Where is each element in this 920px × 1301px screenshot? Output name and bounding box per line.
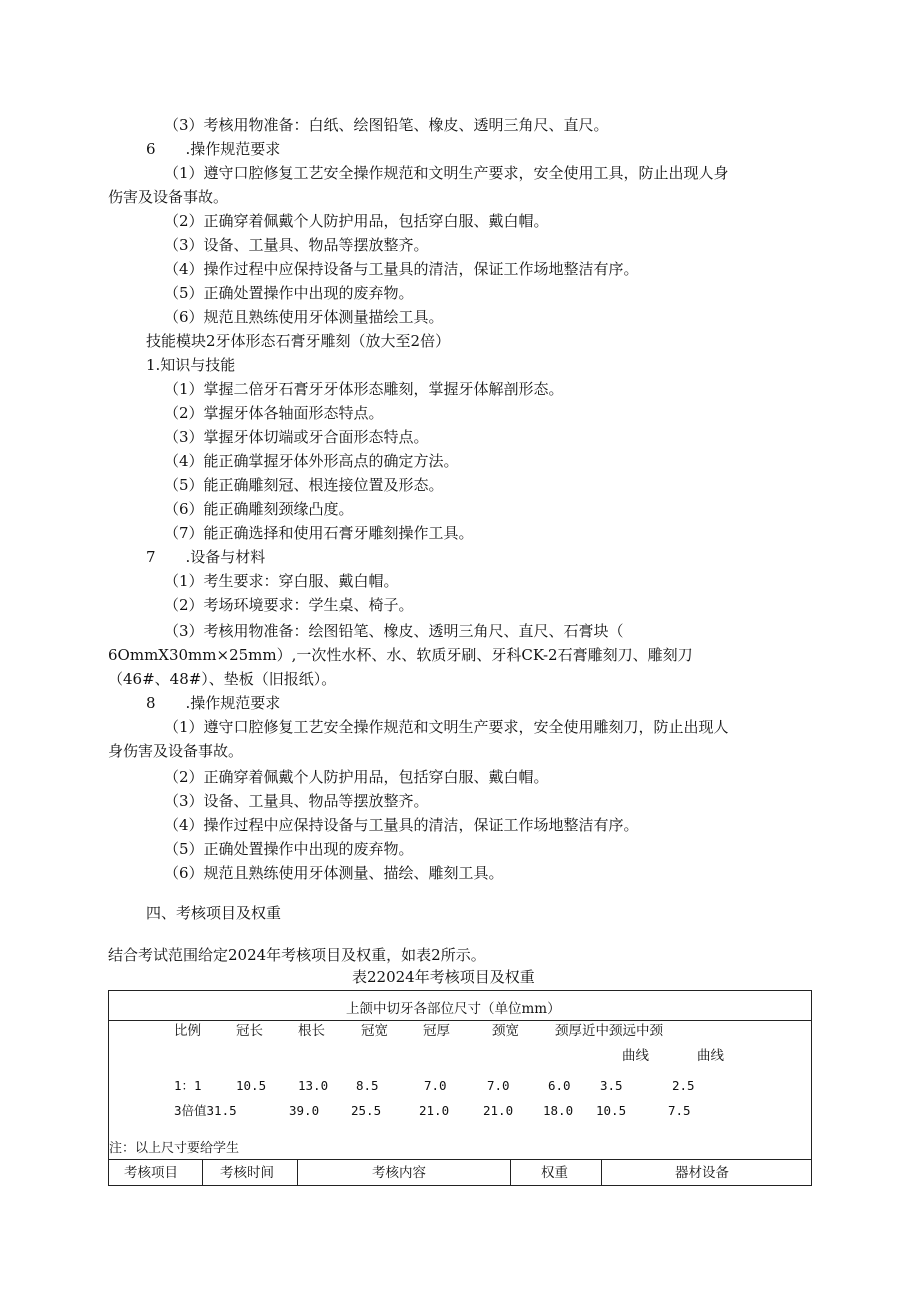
text-line: （3）考核用物准备：白纸、绘图铅笔、橡皮、透明三角尺、直尺。: [164, 116, 609, 134]
table-header: 颈宽: [492, 1023, 519, 1039]
table-divider: [108, 1020, 812, 1021]
table-divider: [297, 1159, 298, 1186]
table-cell: 7.5: [668, 1103, 691, 1118]
text-line: 伤害及设备事故。: [108, 188, 229, 206]
table-divider: [510, 1159, 511, 1186]
table-header: 冠宽: [361, 1023, 388, 1039]
table-cell: 6.0: [548, 1078, 571, 1093]
section-heading: 7 .设备与材料: [146, 548, 266, 566]
table-header: 根长: [298, 1023, 325, 1039]
text-line: 身伤害及设备事故。: [108, 742, 244, 760]
table-cell: 2.5: [672, 1078, 695, 1093]
text-line: （6）规范且熟练使用牙体测量、描绘、雕刻工具。: [164, 864, 504, 882]
table-divider: [108, 1159, 812, 1160]
table-divider: [202, 1159, 203, 1186]
table-note: 注：以上尺寸要给学生: [109, 1141, 240, 1156]
table-header: 考核时间: [220, 1165, 274, 1181]
text-line: （4）能正确掌握牙体外形高点的确定方法。: [164, 452, 459, 470]
text-line: （3）设备、工量具、物品等摆放整齐。: [164, 236, 429, 254]
section-heading: 1.知识与技能: [146, 356, 236, 374]
table-caption: 表22024年考核项目及权重: [352, 968, 535, 986]
text-line: （7）能正确选择和使用石膏牙雕刻操作工具。: [164, 524, 474, 542]
table-cell: 8.5: [356, 1078, 379, 1093]
text-line: 6OmmX30mm×25mm）,一次性水杯、水、软质牙刷、牙科CK-2石膏雕刻刀、雕刻刀: [108, 646, 693, 664]
module-heading: 技能模块2牙体形态石膏牙雕刻（放大至2倍）: [146, 332, 451, 350]
text-line: （5）正确处置操作中出现的废弃物。: [164, 284, 414, 302]
table-cell: 10.5: [596, 1103, 627, 1118]
table-cell: 10.5: [236, 1078, 267, 1093]
table-header: 颈厚近中颈远中颈: [555, 1023, 663, 1039]
text-line: （6）能正确雕刻颈缘凸度。: [164, 500, 354, 518]
table-cell: 13.0: [298, 1078, 329, 1093]
text-line: （4）操作过程中应保持设备与工量具的清洁，保证工作场地整洁有序。: [164, 260, 639, 278]
text-line: （6）规范且熟练使用牙体测量描绘工具。: [164, 308, 444, 326]
text-line: （2）掌握牙体各轴面形态特点。: [164, 404, 384, 422]
table-header: 冠厚: [423, 1023, 450, 1039]
text-line: （1）考生要求：穿白服、戴白帽。: [164, 572, 399, 590]
text-line: （5）正确处置操作中出现的废弃物。: [164, 840, 414, 858]
table-header: 曲线: [622, 1048, 649, 1064]
table-divider: [601, 1159, 602, 1186]
table-cell: 18.0: [543, 1103, 574, 1118]
table-header: 冠长: [236, 1023, 263, 1039]
text-line: （5）能正确雕刻冠、根连接位置及形态。: [164, 476, 444, 494]
text-line: （2）考场环境要求：学生桌、椅子。: [164, 596, 414, 614]
text-line: （3）考核用物准备：绘图铅笔、橡皮、透明三角尺、直尺、石膏块（: [164, 622, 624, 640]
text-line: 结合考试范围给定2024年考核项目及权重，如表2所示。: [108, 946, 486, 964]
text-line: （1）遵守口腔修复工艺安全操作规范和文明生产要求，安全使用工具，防止出现人身: [164, 164, 729, 182]
table-header: 曲线: [697, 1048, 724, 1064]
table-cell: 21.0: [419, 1103, 450, 1118]
table-title: 上颌中切牙各部位尺寸（单位mm）: [346, 1001, 561, 1017]
table-cell: 1：1: [174, 1078, 202, 1093]
text-line: （2）正确穿着佩戴个人防护用品，包括穿白服、戴白帽。: [164, 212, 549, 230]
table-header: 权重: [541, 1165, 568, 1181]
table-cell: 21.0: [483, 1103, 514, 1118]
section-heading: 6 .操作规范要求: [146, 140, 281, 158]
section-heading: 8 .操作规范要求: [146, 694, 281, 712]
table-header: 考核内容: [372, 1165, 426, 1181]
table-cell: 7.0: [487, 1078, 510, 1093]
table-cell: 7.0: [424, 1078, 447, 1093]
table-header: 比例: [174, 1023, 201, 1039]
text-line: （4）操作过程中应保持设备与工量具的清洁，保证工作场地整洁有序。: [164, 816, 639, 834]
text-line: （3）掌握牙体切端或牙合面形态特点。: [164, 428, 429, 446]
table-cell: 39.0: [289, 1103, 320, 1118]
text-line: （2）正确穿着佩戴个人防护用品，包括穿白服、戴白帽。: [164, 768, 549, 786]
table-header: 器材设备: [675, 1165, 729, 1181]
table-header: 考核项目: [124, 1165, 178, 1181]
table-cell: 3倍值31.5: [174, 1103, 237, 1118]
text-line: （1）遵守口腔修复工艺安全操作规范和文明生产要求，安全使用雕刻刀，防止出现人: [164, 718, 729, 736]
text-line: （46#、48#）、垫板（旧报纸）。: [108, 670, 337, 688]
text-line: （3）设备、工量具、物品等摆放整齐。: [164, 792, 429, 810]
table-cell: 25.5: [351, 1103, 382, 1118]
table-cell: 3.5: [600, 1078, 623, 1093]
text-line: （1）掌握二倍牙石膏牙牙体形态雕刻，掌握牙体解剖形态。: [164, 380, 564, 398]
chapter-heading: 四、考核项目及权重: [146, 904, 282, 922]
